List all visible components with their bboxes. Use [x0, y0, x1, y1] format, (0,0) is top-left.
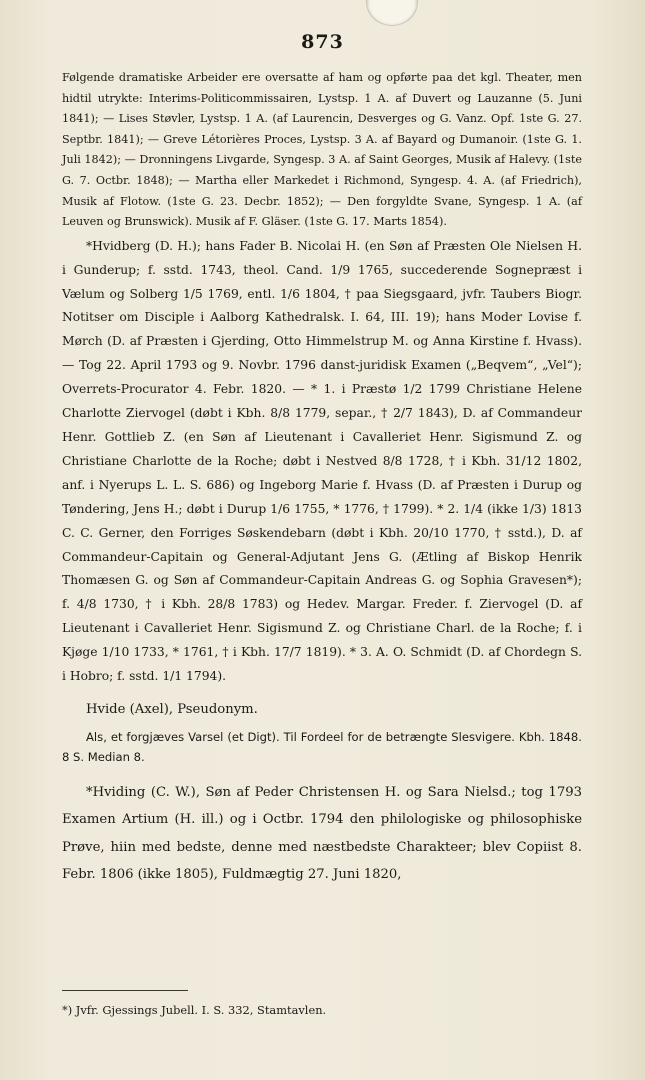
footnote: *) Jvfr. Gjessings Jubell. I. S. 332, Stamtavlen. [62, 1003, 327, 1017]
entry-paragraph-hviding: *Hviding (C. W.), Søn af Peder Christensen H. og Sara Nielsd.; tog 1793 Examen Artium (H. ill.) og i Octbr. 1794 den philologiske og philosophiske Prøve, hiin med bedste, denne med næstbedste Charakteer; blev Copiist 8. Febr. 1806 (ikke 1805), Fuldmægtig 27. Juni 1820, [62, 784, 582, 883]
entry-paragraph-hvidberg: *Hvidberg (D. H.); hans Fader B. Nicolai H. (en Søn af Præsten Ole Nielsen H. i Gunderup; f. sstd. 1743, theol. Cand. 1/9 1765, succederende Sognepræst i Vælum og Solberg 1/5 1769, entl. 1/6 1804, † paa Siegsgaard, jvfr. Taubers Biogr. Notitser om Disciple i Aalborg Kathedralsk. I. 64, III. 19); hans Moder Lovise f. Mørch (D. af Præsten i Gjerding, Otto Himmelstrup M. og Anna Kirstine f. Hvass). — Tog 22. April 1793 og 9. Novbr. 1796 danst-juridisk Examen („Beqvem“, „Vel“); Overrets-Procurator 4. Febr. 1820. — * 1. i Præstø 1/2 1799 Christiane Helene Charlotte Ziervogel (døbt i Kbh. 8/8 1779, separ., † 2/7 1843), D. af Commandeur Henr. Gottlieb Z. (en Søn af Lieutenant i Cavalleriet Henr. Sigismund Z. og Christiane Charlotte de la Roche; døbt i Nestved 8/8 1728, † i Kbh. 31/12 1802, anf. i Nyerups L. L. S. 686) og Ingeborg Marie f. Hvass (D. af Præsten i Durup og Tøndering, Jens H.; døbt i Durup 1/6 1755, * 1776, † 1799). * 2. 1/4 (ikke 1/3) 1813 C. C. Gerner, den Forriges Søskendebarn (døbt i Kbh. 20/10 1770, † sstd.), D. af Commandeur-Capitain og General-Adjutant Jens G. (Ætling af Biskop Henrik Thomæsen G. og Søn af Commandeur-Capitain Andreas G. og Sophia Gravesen*); f. 4/8 1730, † i Kbh. 28/8 1783) og Hedev. Margar. Freder. f. Ziervogel (D. af Lieutenant i Cavalleriet Henr. Sigismund Z. og Christiane Charl. de la Roche; f. i Kjøge 1/10 1733, * 1761, † i Kbh. 17/7 1819). * 3. A. O. Schmidt (D. af Chordegn S. i Hobro; f. sstd. 1/1 1794). [62, 238, 582, 684]
entry-paragraph-als: Als, et forgjæves Varsel (et Digt). Til Fordeel for de betrængte Slesvigere. Kbh. 1848. 8 S. Median 8. [62, 729, 582, 765]
entry-paragraph-dramatic-works: Følgende dramatiske Arbeider ere oversatte af ham og opførte paa det kgl. Theater, men hidtil utrykte: Interims-Politicommissairen, Lystsp. 1 A. af Duvert og Lauzanne (5. Juni 1841); — Lises Støvler, Lystsp. 1 A. (af Laurencin, Desverges og G. Vanz. Opf. 1ste G. 27. Septbr. 1841); — Greve Létorières Proces, Lystsp. 3 A. af Bayard og Dumanoir. (1ste G. 1. Juli 1842); — Dronningens Livgarde, Syngesp. 3 A. af Saint Georges, Musik af Halevy. (1ste G. 7. Octbr. 1848); — Martha eller Markedet i Richmond, Syngesp. 4. A. (af Friedrich), Musik af Flotow. (1ste G. 23. Decbr. 1852); — Den forgyldte Svane, Syngesp. 1 A. (af Leuven og Brunswick). Musik af F. Gläser. (1ste G. 17. Marts 1854). [62, 71, 582, 229]
page-edge-notch [366, 0, 418, 26]
footnote-divider [62, 990, 188, 991]
page-number: 873 [301, 31, 344, 53]
page-body [62, 68, 582, 889]
entry-heading-hvide: Hvide (Axel), Pseudonym. [86, 701, 258, 717]
